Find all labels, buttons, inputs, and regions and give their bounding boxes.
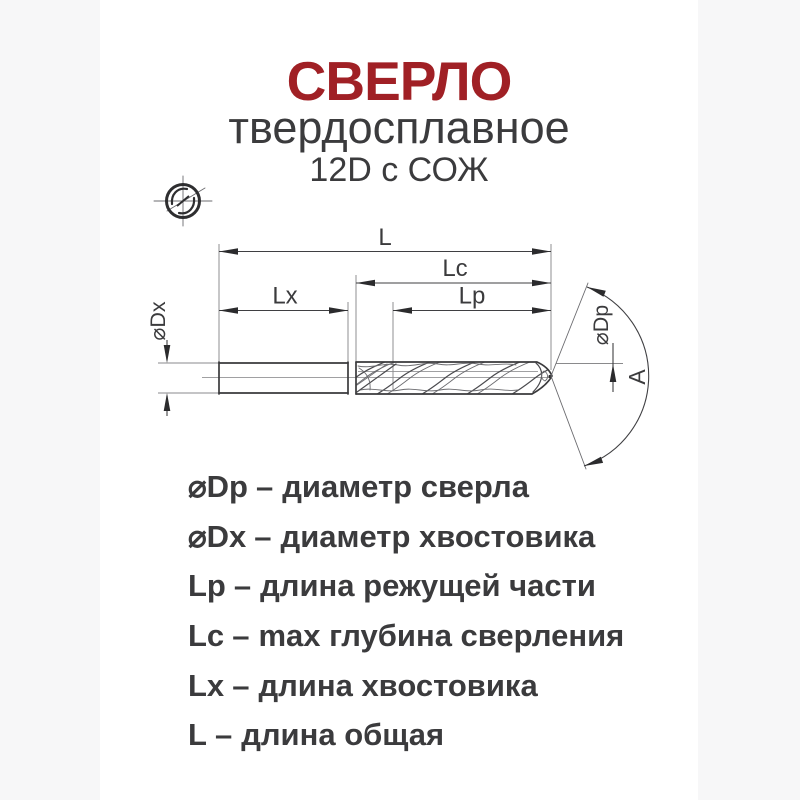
page-subtitle: твердосплавное <box>228 102 570 153</box>
dimension-Lx <box>219 283 348 314</box>
drill-end-view-icon <box>154 176 212 226</box>
dim-label-A: A <box>624 369 650 385</box>
legend-symbol: Lp <box>188 568 226 604</box>
legend-description: длина хвостовика <box>258 667 538 703</box>
page-subtitle-2: 12D с СОЖ <box>309 151 489 189</box>
legend-separator: – <box>233 568 252 604</box>
legend-symbol: Lc <box>188 618 225 654</box>
legend-item-Lx <box>188 661 668 711</box>
legend-description: диаметр сверла <box>282 469 529 504</box>
legend-description: длина общая <box>241 717 445 753</box>
dimension-Lc <box>356 255 551 286</box>
dim-label-Lc: Lc <box>442 255 468 282</box>
legend-symbol: Lx <box>188 667 225 703</box>
legend-separator: – <box>256 469 274 504</box>
dim-label-Dp: ⌀Dp <box>589 304 613 346</box>
legend-symbol: ⌀Dx <box>188 518 247 554</box>
legend-item-L <box>188 710 668 760</box>
dim-label-Lp: Lp <box>458 282 486 310</box>
legend-description: диаметр хвостовика <box>280 518 596 554</box>
legend-separator: – <box>214 717 233 753</box>
legend-item-Dx <box>188 512 668 562</box>
legend-separator: – <box>232 618 250 654</box>
dimension-L <box>219 224 551 255</box>
dimension-Lp <box>393 283 551 314</box>
legend-description: max глубина сверления <box>258 618 625 654</box>
dim-label-Lx: Lx <box>272 282 298 310</box>
legend-item-Dp <box>188 462 668 512</box>
legend-item-Lp <box>188 561 668 611</box>
legend-separator: – <box>254 518 272 554</box>
dim-label-Dx: ⌀Dx <box>146 301 170 341</box>
dimension-Dx <box>146 301 170 416</box>
dimension-Dp <box>589 305 616 392</box>
legend-description: длина режущей части <box>260 568 596 604</box>
legend-symbol: L <box>188 717 207 753</box>
page-title: СВЕРЛО <box>286 50 512 112</box>
legend <box>188 462 668 760</box>
legend-separator: – <box>232 667 250 703</box>
legend-symbol: ⌀Dp <box>188 469 248 504</box>
dim-label-L: L <box>378 224 392 251</box>
legend-item-Lc <box>188 611 668 661</box>
